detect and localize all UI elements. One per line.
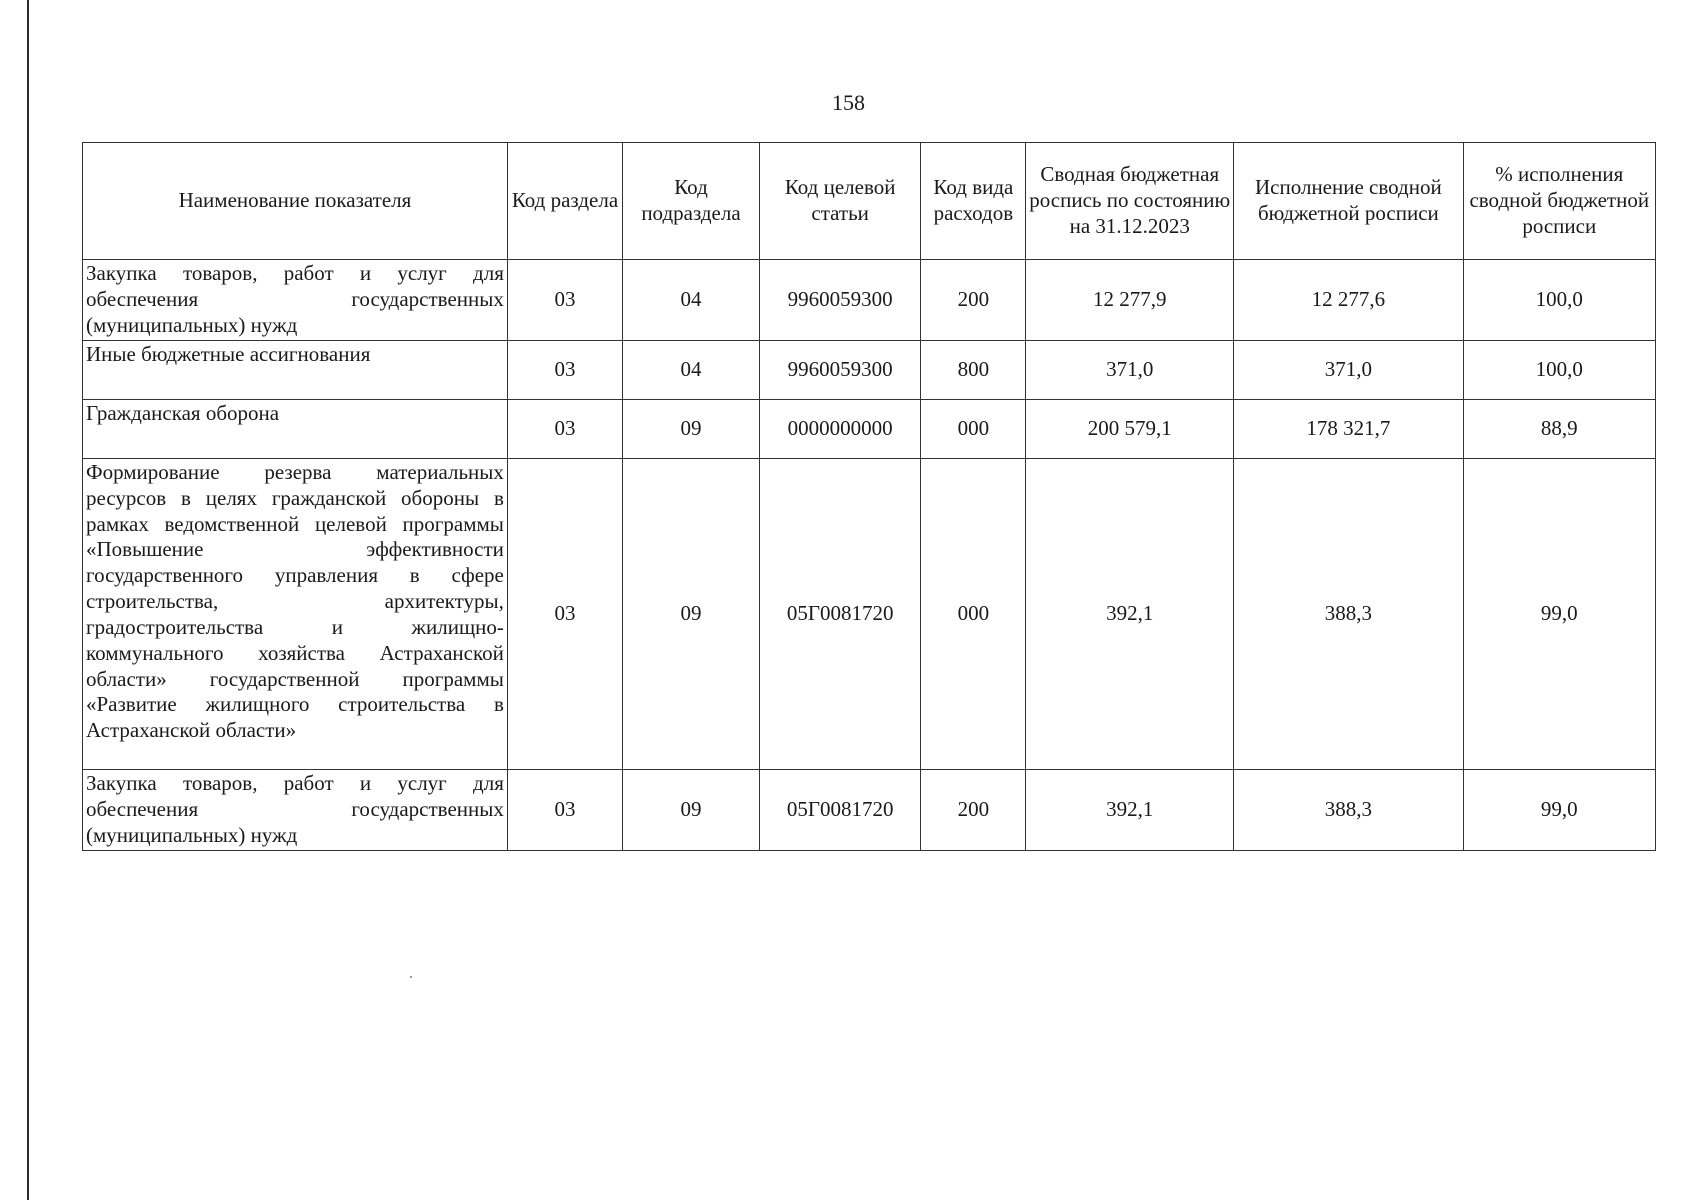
- indicator-name: Формирование резерва материальных ресурсов в целях гражданской обороны в рамках ведомственной целевой программы «Повышение эффективности государственного управления в сфере строительства, архитектуры, градостроительства и жилищно-коммунального хозяйства Астраханской области» государственной программы «Развитие жилищного строительства в Астраханской области»: [83, 459, 508, 770]
- execution-percent-value: 99,0: [1463, 770, 1655, 851]
- target-article-code: 05Г0081720: [759, 459, 921, 770]
- expense-type-code: 000: [921, 459, 1026, 770]
- budget-execution-value: 178 321,7: [1234, 400, 1463, 459]
- budget-execution-value: 12 277,6: [1234, 260, 1463, 341]
- expense-type-code: 200: [921, 260, 1026, 341]
- scan-edge-line: [27, 0, 29, 1200]
- execution-percent-value: 99,0: [1463, 459, 1655, 770]
- subsection-code: 09: [623, 459, 760, 770]
- page-number: 158: [832, 90, 865, 115]
- table-row: [83, 260, 1656, 341]
- header-execution-percent: % исполнения сводной бюджетной росписи: [1463, 143, 1655, 260]
- target-article-code: 9960059300: [759, 260, 921, 341]
- header-indicator-name: Наименование показателя: [83, 143, 508, 260]
- subsection-code: 09: [623, 400, 760, 459]
- execution-percent-value: 100,0: [1463, 260, 1655, 341]
- header-budget-plan: Сводная бюджетная роспись по состоянию на 31.12.2023: [1026, 143, 1234, 260]
- target-article-code: 05Г0081720: [759, 770, 921, 851]
- indicator-name: Закупка товаров, работ и услуг для обеспечения государственных (муниципальных) нужд: [83, 770, 508, 851]
- target-article-code: 9960059300: [759, 341, 921, 400]
- budget-execution-value: 371,0: [1234, 341, 1463, 400]
- indicator-name: Иные бюджетные ассигнования: [83, 341, 508, 400]
- execution-percent-value: 88,9: [1463, 400, 1655, 459]
- budget-execution-value: 388,3: [1234, 770, 1463, 851]
- budget-execution-table: [82, 142, 1656, 851]
- expense-type-code: 200: [921, 770, 1026, 851]
- section-code: 03: [507, 770, 622, 851]
- scan-speck: [410, 976, 412, 978]
- budget-execution-value: 388,3: [1234, 459, 1463, 770]
- header-budget-execution: Исполнение сводной бюджетной росписи: [1234, 143, 1463, 260]
- section-code: 03: [507, 260, 622, 341]
- expense-type-code: 000: [921, 400, 1026, 459]
- section-code: 03: [507, 341, 622, 400]
- table-header-row: [83, 143, 1656, 260]
- execution-percent-value: 100,0: [1463, 341, 1655, 400]
- expense-type-code: 800: [921, 341, 1026, 400]
- header-section-code: Код раздела: [507, 143, 622, 260]
- subsection-code: 09: [623, 770, 760, 851]
- subsection-code: 04: [623, 260, 760, 341]
- header-expense-type-code: Код вида расходов: [921, 143, 1026, 260]
- table-row: [83, 341, 1656, 400]
- budget-plan-value: 392,1: [1026, 459, 1234, 770]
- subsection-code: 04: [623, 341, 760, 400]
- target-article-code: 0000000000: [759, 400, 921, 459]
- indicator-name: Закупка товаров, работ и услуг для обеспечения государственных (муниципальных) нужд: [83, 260, 508, 341]
- section-code: 03: [507, 459, 622, 770]
- table-row: [83, 459, 1656, 770]
- section-code: 03: [507, 400, 622, 459]
- budget-plan-value: 12 277,9: [1026, 260, 1234, 341]
- budget-plan-value: 392,1: [1026, 770, 1234, 851]
- budget-plan-value: 371,0: [1026, 341, 1234, 400]
- table-row: [83, 770, 1656, 851]
- header-subsection-code: Код подраздела: [623, 143, 760, 260]
- table-row: [83, 400, 1656, 459]
- budget-plan-value: 200 579,1: [1026, 400, 1234, 459]
- header-target-article-code: Код целевой статьи: [759, 143, 921, 260]
- indicator-name: Гражданская оборона: [83, 400, 508, 459]
